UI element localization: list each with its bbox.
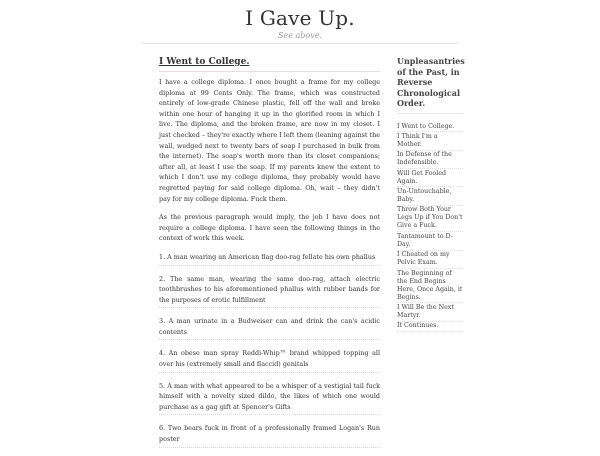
post-list-item: 6. Two bears fuck in front of a professionally framed Logan's Run poster — [159, 423, 380, 447]
post-list-item: 3. A man urinate in a Budweiser can and drink the can's acidic contents — [159, 316, 380, 340]
archive-link[interactable]: The Beginning of the End Begins Here, Once Again, it Begins. — [397, 270, 463, 304]
post-body — [159, 77, 380, 448]
archive-link[interactable]: I Think I'm a Mother. — [397, 133, 463, 151]
archive-link[interactable]: I Went to College. — [397, 123, 463, 133]
archive-list — [397, 123, 463, 333]
post-list-item: 5. A man with what appeared to be a whisper of a vestigial tail fuck himself with a novelty sized dildo, the likes of which one would purchase as a gag gift at Spencer's Gifts — [159, 381, 380, 416]
archive-link[interactable]: Throw Both Your Legs Up if You Don't Give a Fuck. — [397, 206, 463, 232]
archive-link[interactable]: I Will Be the Next Martyr. — [397, 304, 463, 322]
archive-link[interactable]: Tantamount to D-Day. — [397, 233, 463, 251]
post-list-item: 2. The same man, wearing the same doo-rag, attach electric toothbrushes to his aforementioned phallus with rubber bands for the purposes of erotic fulfillment — [159, 274, 380, 309]
archive-link[interactable]: It Continues. — [397, 322, 463, 332]
sidebar-heading: Unpleasantries of the Past, in Reverse Chronological Order. — [397, 56, 465, 108]
archive-link[interactable]: Un-Untouchable, Baby. — [397, 188, 463, 206]
post-content — [159, 56, 380, 456]
archive-link[interactable]: In Defense of the Indefensible. — [397, 151, 463, 169]
post-list-item: 1. A man wearing an American flag doo-rag fellate his own phallus — [159, 252, 380, 266]
post-title-divider — [159, 71, 380, 72]
sidebar — [397, 56, 463, 333]
sidebar-divider — [397, 113, 463, 114]
post-paragraph: I have a college diploma. I once bought a frame for my college diploma at 99 Cents Only. The frame, which was constructed entirely of low-grade Chinese plastic, fell off the wall and broke within one hour of hanging it up in the glorified room in which I live. The diploma, and the broken frame, are now in my closet. I just checked – they're exactly where I left them (leaning against the wall, wedged next to twenty bars of soap I purchased in bulk from the internet). The soap's worth more than its closet companions; after all, at least I use the soap. If my parents knew the extent to which I don't use my college diploma, they probably would have regretted paying for said college diploma. Oh, wait – they didn't pay for my college diploma. Fuck them. — [159, 78, 380, 203]
post-title-link[interactable]: I Went to College. — [159, 57, 250, 67]
archive-link[interactable]: Will Get Fooled Again. — [397, 170, 463, 188]
post-list-item: 4. An obese man spray Reddi-Whip™ brand whipped topping all over his (extremely small and flaccid) genitals — [159, 348, 380, 372]
header-divider — [141, 43, 459, 44]
post-paragraph: As the previous paragraph would imply, the job I have does not require a college diploma. I have seen the following things in the context of work this week. — [159, 213, 380, 243]
site-header — [0, 0, 600, 40]
archive-link[interactable]: I Cheated on my Pelvic Exam. — [397, 251, 463, 269]
site-description: See above. — [278, 31, 322, 40]
site-title[interactable]: I Gave Up. — [245, 6, 355, 30]
